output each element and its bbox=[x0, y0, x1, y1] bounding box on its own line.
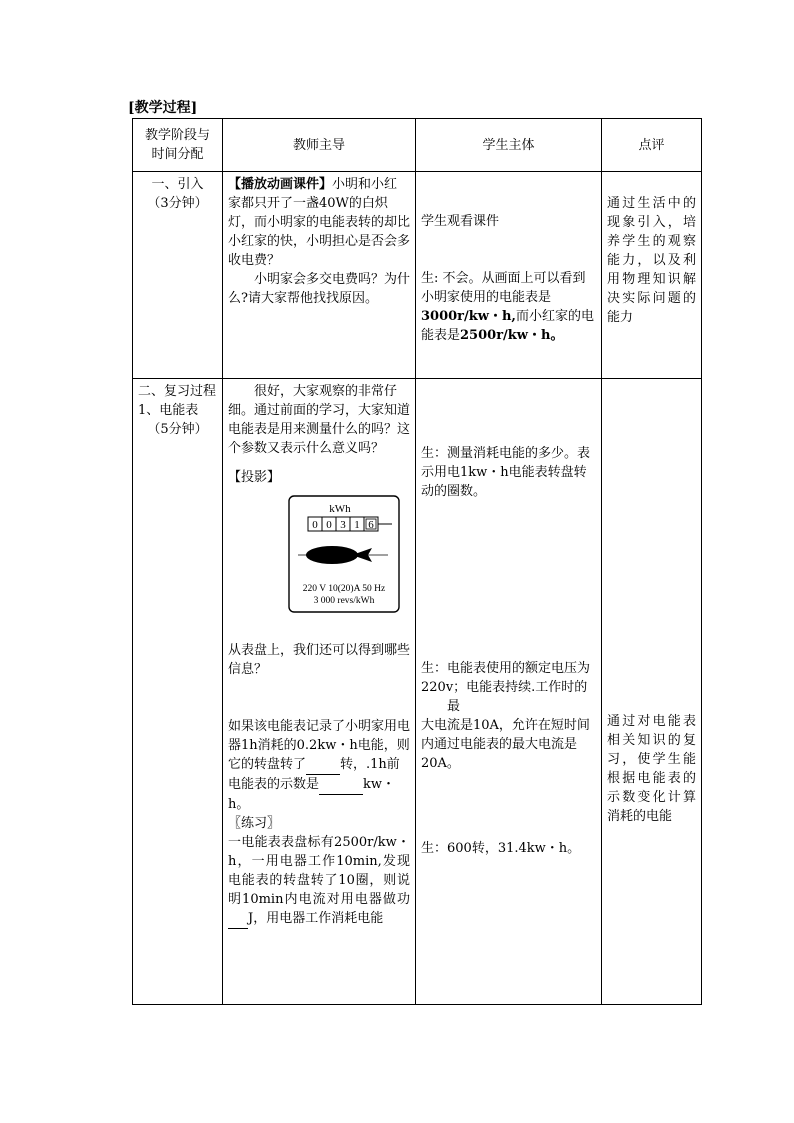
meter-spec-line2: 3 000 revs/kWh bbox=[313, 596, 375, 606]
answer2-line4: 内通过电能表的最大电流是 bbox=[421, 737, 578, 752]
exercise-tag: 〖练习〗 bbox=[228, 816, 281, 831]
review-teacher-text4a: 一电能表表盘标有2500r/kw・h，一用电器工作10min,发现电能表的转盘转了10圈，则说明10min内电流对用电器做功 bbox=[228, 835, 410, 907]
intro-student-text1: 学生观看课件 bbox=[421, 214, 500, 229]
blank-work bbox=[228, 909, 248, 929]
review-stage-title: 二、复习过程 bbox=[138, 384, 217, 399]
answer2-line1: 生：电能表使用的额定电压为 bbox=[421, 661, 591, 676]
projection-tag: 【投影】 bbox=[228, 470, 281, 485]
review-stage-time: （5分钟） bbox=[147, 422, 208, 437]
review-teacher-text2: 从表盘上，我们还可以得到哪些信息？ bbox=[228, 643, 411, 677]
review-student-text3: 生：600转，31.4kw・h。 bbox=[421, 841, 581, 856]
meter-digit-2: 0 bbox=[326, 519, 332, 531]
review-teacher-text3a: 如果该电能表记录了小明家用电器1h消耗的0.2kw・h电能，则它的转盘转了 bbox=[228, 719, 411, 772]
intro-teacher-text1: 小明和小红家都只开了一盏40W的白炽灯，而小明家的电能表转的却比小红家的快，小明担心是否会多收电费？ bbox=[228, 177, 411, 268]
energy-meter-figure bbox=[288, 495, 410, 619]
answer2-line2: 220v；电能表持续.工作时的最 bbox=[421, 680, 588, 714]
header-row bbox=[133, 119, 702, 172]
header-student: 学生主体 bbox=[416, 119, 602, 172]
review-student-text1: 生：测量消耗电能的多少。表示用电1kw・h电能表转盘转动的圈数。 bbox=[421, 446, 591, 499]
intro-student bbox=[416, 172, 602, 379]
energy-meter-svg bbox=[288, 495, 400, 613]
answer2-line5: 20A。 bbox=[421, 756, 460, 771]
intro-student-text2a: 生: 不会。从画面上可以看到小明家使用的电能表是 bbox=[421, 271, 586, 305]
intro-comment-text: 通过生活中的现象引入，培养学生的观察能力，以及利用物理知识解决实际问题的能力 bbox=[607, 196, 696, 325]
intro-teacher-text2: 小明家会多交电费吗？为什么?请大家帮他找找原因。 bbox=[228, 272, 411, 306]
header-comment: 点评 bbox=[602, 119, 702, 172]
header-stage bbox=[133, 119, 223, 172]
blank-previous-reading bbox=[319, 775, 363, 795]
intro-stage-title: 一、引入 bbox=[151, 177, 204, 192]
table-row-review bbox=[133, 379, 702, 1005]
intro-student-text2c: 而小红家的电能表是 bbox=[421, 309, 594, 343]
meter-digit-5: 6 bbox=[368, 519, 374, 531]
header-teacher: 教师主导 bbox=[223, 119, 416, 172]
review-student bbox=[416, 379, 602, 1005]
review-teacher bbox=[223, 379, 416, 1005]
meter-digit-4: 1 bbox=[354, 519, 360, 531]
header-stage-line1: 教学阶段与 bbox=[144, 128, 210, 143]
review-teacher-text1: 很好，大家观察的非常仔细。通过前面的学习，大家知道电能表是用来测量什么的吗？这个参数又表示什么意义吗？ bbox=[228, 384, 411, 456]
intro-stage-time: （3分钟） bbox=[147, 196, 208, 211]
animation-tag: 【播放动画课件】 bbox=[228, 177, 333, 192]
review-teacher-text3b: 转，.1h前电能表的示数是 bbox=[228, 757, 400, 792]
review-comment-text: 通过对电能表相关知识的复习，使学生能根据电能表的示数变化计算消耗的电能 bbox=[607, 714, 696, 824]
review-stage-item: 1、电能表 bbox=[138, 403, 199, 418]
section-heading: [教学过程] bbox=[128, 100, 198, 116]
meter-disc-icon bbox=[306, 546, 358, 564]
intro-comment bbox=[602, 172, 702, 379]
meter-digit-1: 0 bbox=[312, 519, 318, 531]
review-stage bbox=[133, 379, 223, 1005]
intro-teacher bbox=[223, 172, 416, 379]
meter-spec-xiaohong: 2500r/kw・h。 bbox=[460, 328, 564, 343]
review-teacher-text3c: kw・h。 bbox=[228, 777, 396, 812]
meter-spec-xiaoming: 3000r/kw・h, bbox=[421, 309, 516, 324]
meter-unit: kWh bbox=[329, 503, 351, 515]
answer2-line3: 大电流是10A，允许在短时间 bbox=[421, 718, 590, 733]
review-teacher-text4b: J，用电器工作消耗电能 bbox=[248, 911, 384, 926]
meter-digit-3: 3 bbox=[340, 519, 346, 531]
table-row-intro bbox=[133, 172, 702, 379]
meter-spec-line1: 220 V 10(20)A 50 Hz bbox=[302, 584, 386, 594]
review-comment bbox=[602, 379, 702, 1005]
blank-revolutions bbox=[306, 755, 340, 775]
review-student-answer2 bbox=[421, 659, 596, 773]
lesson-table bbox=[132, 118, 702, 1005]
intro-stage bbox=[133, 172, 223, 379]
header-stage-line2: 时间分配 bbox=[151, 147, 204, 162]
